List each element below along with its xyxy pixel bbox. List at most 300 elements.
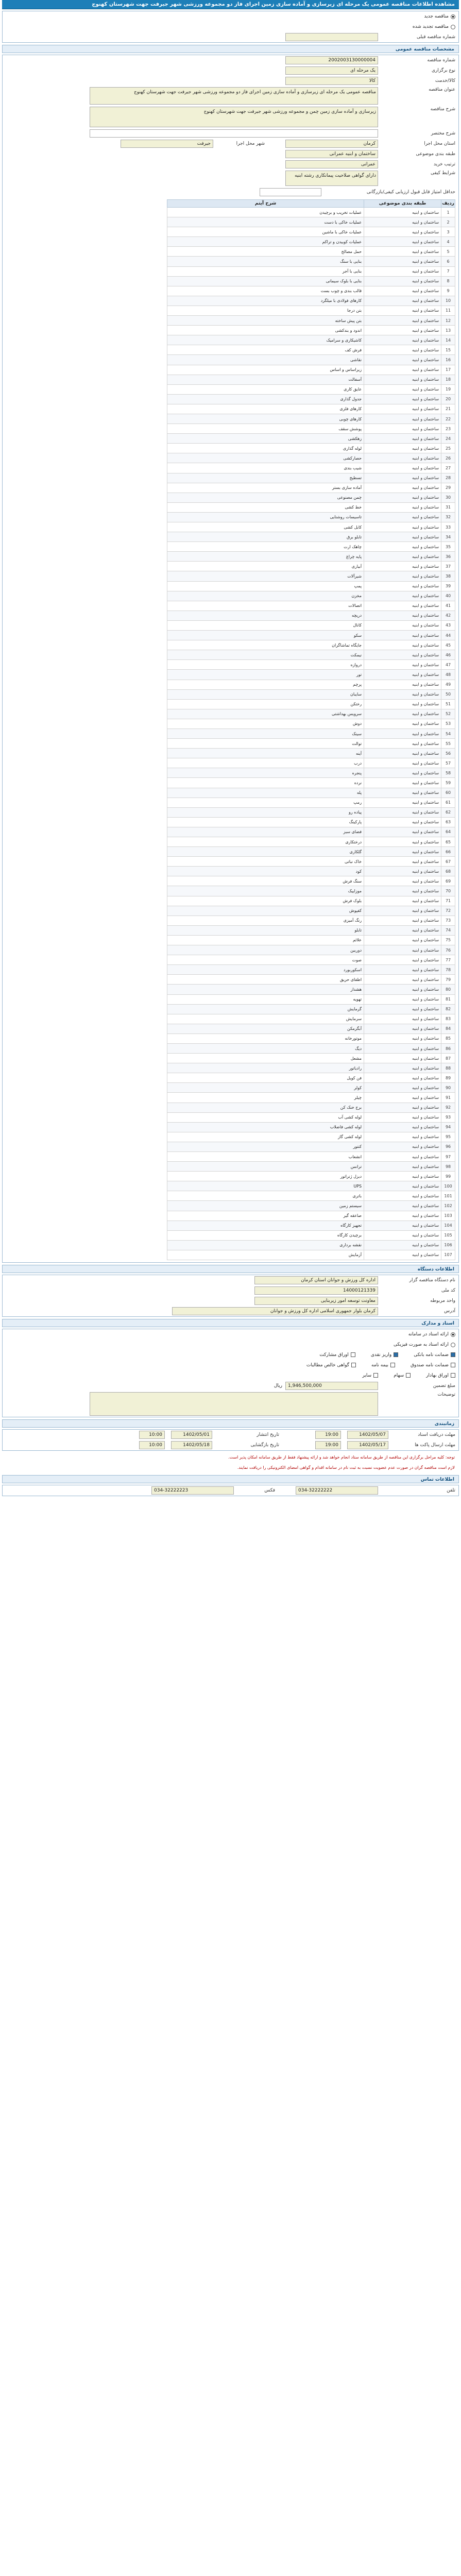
section-header-org: اطلاعات دستگاه — [2, 1265, 459, 1273]
row-category: ساختمان و ابنیه — [364, 867, 441, 876]
row-desc: دیزل ژنراتور — [167, 1172, 364, 1181]
row-desc: موزاییک — [167, 886, 364, 896]
row-desc: ترانس — [167, 1162, 364, 1172]
table-row — [167, 660, 455, 670]
table-row — [167, 335, 455, 345]
row-index: 10 — [441, 296, 455, 306]
row-index: 45 — [441, 640, 455, 650]
docs-deadline-time: 19:00 — [315, 1431, 341, 1439]
guarantee-amount-unit: ریال — [274, 1383, 282, 1389]
chk-net-claims[interactable] — [351, 1363, 356, 1367]
row-desc: نیمکت — [167, 650, 364, 660]
row-index: 16 — [441, 355, 455, 365]
row-category: ساختمان و ابنیه — [364, 847, 441, 857]
row-index: 71 — [441, 896, 455, 906]
row-desc: کاشیکاری و سرامیک — [167, 335, 364, 345]
purchase-type-label: ترتیب خرید — [433, 162, 455, 167]
table-row — [167, 1054, 455, 1063]
row-category: ساختمان و ابنیه — [364, 876, 441, 886]
row-desc: شیب بندی — [167, 463, 364, 473]
row-index: 20 — [441, 394, 455, 404]
row-index: 44 — [441, 631, 455, 640]
row-desc: تهویه — [167, 994, 364, 1004]
row-category: ساختمان و ابنیه — [364, 217, 441, 227]
row-desc: سرویس بهداشتی — [167, 709, 364, 719]
row-desc: هشدار — [167, 985, 364, 994]
row-desc: درختکاری — [167, 837, 364, 847]
table-row — [167, 1122, 455, 1132]
row-index: 32 — [441, 512, 455, 522]
docs-physical-radio[interactable] — [451, 1343, 455, 1347]
row-index: 88 — [441, 1063, 455, 1073]
amount-desc-label: توضیحات — [437, 1392, 455, 1398]
row-category: ساختمان و ابنیه — [364, 394, 441, 404]
row-category: ساختمان و ابنیه — [364, 788, 441, 798]
row-desc: بلوک فرش — [167, 896, 364, 906]
table-row — [167, 571, 455, 581]
row-desc: دروازه — [167, 660, 364, 670]
table-row — [167, 827, 455, 837]
row-index: 36 — [441, 552, 455, 562]
bid-deadline-date: 1402/05/17 — [347, 1441, 388, 1449]
row-desc: عملیات کوبیدن و تراکم — [167, 237, 364, 247]
row-category: ساختمان و ابنیه — [364, 522, 441, 532]
row-desc: عایق کاری — [167, 384, 364, 394]
row-desc: پیاده رو — [167, 807, 364, 817]
row-desc: موتورخانه — [167, 1033, 364, 1043]
row-desc: آینه — [167, 749, 364, 758]
row-index: 79 — [441, 975, 455, 985]
row-desc: لوله گذاری — [167, 444, 364, 453]
table-row — [167, 257, 455, 266]
row-desc: توالت — [167, 739, 364, 749]
row-index: 2 — [441, 217, 455, 227]
docs-online-radio[interactable] — [451, 1332, 455, 1337]
row-index: 62 — [441, 807, 455, 817]
items-table-header — [167, 200, 455, 208]
table-row — [167, 1172, 455, 1181]
table-row — [167, 355, 455, 365]
tender-desc-field: زیرسازی و آماده سازی زمین چمن و مجموعه ورزشی شهر جیرفت جهت شهرستان کهنوج — [90, 107, 378, 127]
table-row — [167, 749, 455, 758]
prev-tender-label: شماره مناقصه قبلی — [417, 35, 455, 40]
table-row — [167, 906, 455, 916]
row-desc: فضای سبز — [167, 827, 364, 837]
row-category: ساختمان و ابنیه — [364, 925, 441, 935]
new-tender-label: مناقصه جدید — [424, 14, 449, 19]
row-index: 99 — [441, 1172, 455, 1181]
row-category: ساختمان و ابنیه — [364, 1103, 441, 1112]
row-index: 5 — [441, 247, 455, 257]
row-index: 42 — [441, 611, 455, 620]
table-row — [167, 876, 455, 886]
row-desc: مشعل — [167, 1054, 364, 1063]
row-index: 46 — [441, 650, 455, 660]
table-row — [167, 1152, 455, 1162]
row-desc: آسفالت — [167, 375, 364, 384]
notice-2: لازم است مناقصه گران در صورت عدم عضویت نسبت به ثبت نام در سامانه اقدام و گواهی امضای الکترونیکی را دریافت نمایند. — [237, 1465, 455, 1470]
table-row — [167, 601, 455, 611]
row-index: 101 — [441, 1191, 455, 1201]
row-category: ساختمان و ابنیه — [364, 778, 441, 788]
chk-shares[interactable] — [406, 1373, 411, 1378]
row-index: 72 — [441, 906, 455, 916]
row-desc: بنایی با بلوک سیمانی — [167, 276, 364, 286]
new-tender-radio[interactable] — [451, 14, 455, 19]
row-category: ساختمان و ابنیه — [364, 453, 441, 463]
table-row — [167, 1240, 455, 1250]
row-category: ساختمان و ابنیه — [364, 375, 441, 384]
row-desc: شیرآلات — [167, 571, 364, 581]
row-category: ساختمان و ابنیه — [364, 935, 441, 945]
phone-label: تلفن — [447, 1488, 455, 1494]
row-category: ساختمان و ابنیه — [364, 296, 441, 306]
chk-cash-deposit[interactable] — [394, 1352, 398, 1357]
row-index: 28 — [441, 473, 455, 483]
table-row — [167, 1093, 455, 1103]
row-category: ساختمان و ابنیه — [364, 1230, 441, 1240]
row-index: 1 — [441, 208, 455, 217]
table-row — [167, 562, 455, 571]
holding-type-label: نوع برگزاری — [432, 68, 455, 73]
table-row — [167, 1191, 455, 1201]
row-category: ساختمان و ابنیه — [364, 1083, 441, 1093]
table-row — [167, 935, 455, 945]
table-row — [167, 1250, 455, 1260]
row-category: ساختمان و ابنیه — [364, 542, 441, 552]
row-category: ساختمان و ابنیه — [364, 945, 441, 955]
national-code-label: کد ملی — [441, 1288, 455, 1294]
chk-securities-label: اوراق بهادار — [426, 1373, 449, 1379]
row-desc: سنگ فرش — [167, 876, 364, 886]
row-category: ساختمان و ابنیه — [364, 355, 441, 365]
row-category: ساختمان و ابنیه — [364, 975, 441, 985]
table-row — [167, 1132, 455, 1142]
row-category: ساختمان و ابنیه — [364, 316, 441, 326]
row-category: ساختمان و ابنیه — [364, 1033, 441, 1043]
contact-panel — [2, 1485, 459, 1496]
row-index: 59 — [441, 778, 455, 788]
table-row — [167, 1142, 455, 1151]
chk-shares-label: سهام — [394, 1373, 404, 1379]
section-header-info: مشخصات مناقصه عمومی — [2, 45, 459, 53]
chk-bank-guarantee[interactable] — [451, 1352, 455, 1357]
row-index: 96 — [441, 1142, 455, 1151]
row-desc: بنایی با سنگ — [167, 257, 364, 266]
row-desc: رختکن — [167, 699, 364, 709]
row-category: ساختمان و ابنیه — [364, 473, 441, 483]
table-row — [167, 1201, 455, 1211]
row-category: ساختمان و ابنیه — [364, 1162, 441, 1172]
col-category: طبقه بندی موضوعی — [364, 200, 441, 208]
row-index: 49 — [441, 680, 455, 689]
row-category: ساختمان و ابنیه — [364, 1063, 441, 1073]
table-row — [167, 296, 455, 306]
row-index: 6 — [441, 257, 455, 266]
row-category: ساختمان و ابنیه — [364, 719, 441, 728]
table-row — [167, 1043, 455, 1053]
row-category: ساختمان و ابنیه — [364, 1043, 441, 1053]
table-row — [167, 394, 455, 404]
renewed-tender-radio[interactable] — [451, 25, 455, 29]
row-index: 21 — [441, 404, 455, 414]
row-index: 85 — [441, 1033, 455, 1043]
phone-field: 034-32222222 — [296, 1486, 378, 1495]
row-desc: اسکوربورد — [167, 965, 364, 975]
table-row — [167, 306, 455, 315]
col-desc: شرح آیتم — [167, 200, 364, 208]
row-desc: تابلو برق — [167, 532, 364, 542]
table-row — [167, 955, 455, 965]
row-desc: فرش کف — [167, 345, 364, 355]
table-row — [167, 1073, 455, 1083]
row-index: 47 — [441, 660, 455, 670]
row-desc: پمپ — [167, 581, 364, 591]
chk-net-claims-label: گواهی خالص مطالبات — [306, 1363, 350, 1368]
category-field: ساختمان و ابنیه عمرانی — [285, 150, 378, 158]
row-desc: پرچم — [167, 680, 364, 689]
row-index: 54 — [441, 728, 455, 738]
row-desc: سیستم زمین — [167, 1201, 364, 1211]
row-desc: باتری — [167, 1191, 364, 1201]
chk-securities[interactable] — [451, 1373, 455, 1378]
row-desc: کنتور — [167, 1142, 364, 1151]
org-name-label: نام دستگاه مناقصه گزار — [409, 1278, 455, 1283]
table-row — [167, 778, 455, 788]
row-category: ساختمان و ابنیه — [364, 266, 441, 276]
row-category: ساختمان و ابنیه — [364, 1112, 441, 1122]
docs-deadline-date: 1402/05/07 — [347, 1431, 388, 1439]
row-category: ساختمان و ابنیه — [364, 837, 441, 847]
row-desc: سکو — [167, 631, 364, 640]
row-index: 12 — [441, 316, 455, 326]
row-index: 80 — [441, 985, 455, 994]
table-row — [167, 640, 455, 650]
row-category: ساختمان و ابنیه — [364, 768, 441, 778]
row-desc: صاعقه گیر — [167, 1211, 364, 1221]
min-score-field — [260, 188, 321, 196]
table-row — [167, 739, 455, 749]
table-row — [167, 965, 455, 975]
table-row — [167, 1014, 455, 1024]
row-desc: پنجره — [167, 768, 364, 778]
row-category: ساختمان و ابنیه — [364, 739, 441, 749]
row-category: ساختمان و ابنیه — [364, 611, 441, 620]
row-index: 57 — [441, 758, 455, 768]
chk-other-label: سایر — [362, 1373, 372, 1379]
row-category: ساختمان و ابنیه — [364, 1181, 441, 1191]
row-category: ساختمان و ابنیه — [364, 709, 441, 719]
row-desc: سینک — [167, 728, 364, 738]
row-category: ساختمان و ابنیه — [364, 699, 441, 709]
table-row — [167, 266, 455, 276]
row-index: 26 — [441, 453, 455, 463]
row-desc: دیگ — [167, 1043, 364, 1053]
row-category: ساختمان و ابنیه — [364, 532, 441, 542]
row-category: ساختمان و ابنیه — [364, 237, 441, 247]
row-desc: چیلر — [167, 1093, 364, 1103]
table-row — [167, 542, 455, 552]
table-row — [167, 985, 455, 994]
row-index: 73 — [441, 916, 455, 925]
row-index: 61 — [441, 798, 455, 807]
section-header-dates: زمانبندی — [2, 1419, 459, 1428]
row-index: 98 — [441, 1162, 455, 1172]
row-desc: کود — [167, 867, 364, 876]
table-row — [167, 689, 455, 699]
chk-bonds[interactable] — [351, 1352, 355, 1357]
table-row — [167, 581, 455, 591]
row-desc: درب — [167, 758, 364, 768]
row-index: 8 — [441, 276, 455, 286]
row-desc: علائم — [167, 935, 364, 945]
row-desc: آماده سازی بستر — [167, 483, 364, 493]
table-row — [167, 1181, 455, 1191]
row-desc: برچیدن کارگاه — [167, 1230, 364, 1240]
row-desc: پله — [167, 788, 364, 798]
row-desc: تسطیح — [167, 473, 364, 483]
row-desc: مخزن — [167, 591, 364, 601]
row-category: ساختمان و ابنیه — [364, 1240, 441, 1250]
table-row — [167, 817, 455, 827]
row-desc: گرمایش — [167, 1004, 364, 1014]
table-row — [167, 1221, 455, 1230]
row-category: ساختمان و ابنیه — [364, 1122, 441, 1132]
row-desc: عملیات خاکی با ماشین — [167, 227, 364, 237]
row-category: ساختمان و ابنیه — [364, 1073, 441, 1083]
row-category: ساختمان و ابنیه — [364, 434, 441, 444]
chk-insurance[interactable] — [390, 1363, 395, 1367]
row-index: 67 — [441, 857, 455, 867]
table-row — [167, 316, 455, 326]
table-row — [167, 1112, 455, 1122]
row-category: ساختمان و ابنیه — [364, 886, 441, 896]
opening-time: 10:00 — [139, 1441, 165, 1449]
row-category: ساختمان و ابنیه — [364, 955, 441, 965]
fax-field: 034-32222223 — [151, 1486, 234, 1495]
chk-fund-guarantee[interactable] — [451, 1363, 455, 1367]
row-category: ساختمان و ابنیه — [364, 670, 441, 680]
row-index: 106 — [441, 1240, 455, 1250]
row-desc: UPS — [167, 1181, 364, 1191]
row-index: 29 — [441, 483, 455, 493]
row-category: ساختمان و ابنیه — [364, 680, 441, 689]
publish-time: 10:00 — [139, 1431, 165, 1439]
row-category: ساختمان و ابنیه — [364, 591, 441, 601]
address-label: آدرس — [444, 1309, 455, 1314]
org-name-field: اداره کل ورزش و جوانان استان کرمان — [254, 1276, 378, 1284]
row-category: ساختمان و ابنیه — [364, 640, 441, 650]
row-category: ساختمان و ابنیه — [364, 493, 441, 502]
row-category: ساختمان و ابنیه — [364, 896, 441, 906]
table-row — [167, 404, 455, 414]
row-desc: پوشش سقف — [167, 424, 364, 434]
row-index: 65 — [441, 837, 455, 847]
row-category: ساختمان و ابنیه — [364, 414, 441, 423]
table-row — [167, 699, 455, 709]
row-desc: زهکشی — [167, 434, 364, 444]
row-index: 69 — [441, 876, 455, 886]
table-row — [167, 365, 455, 375]
goods-service-label: کالا/خدمت — [435, 78, 455, 83]
row-desc: آبگرمکن — [167, 1024, 364, 1033]
tender-desc-label: شرح مناقصه — [430, 107, 455, 112]
table-row — [167, 444, 455, 453]
row-index: 51 — [441, 699, 455, 709]
row-desc: بتن پیش ساخته — [167, 316, 364, 326]
guarantee-amount-label: مبلغ تضمین — [433, 1383, 455, 1389]
row-category: ساختمان و ابنیه — [364, 660, 441, 670]
row-desc: آزمایش — [167, 1250, 364, 1260]
row-category: ساختمان و ابنیه — [364, 208, 441, 217]
table-row — [167, 867, 455, 876]
table-row — [167, 493, 455, 502]
row-index: 89 — [441, 1073, 455, 1083]
category-label: طبقه بندی موضوعی — [416, 151, 455, 157]
row-desc: عملیات تخریب و برچیدن — [167, 208, 364, 217]
row-desc: کابل کشی — [167, 522, 364, 532]
row-index: 94 — [441, 1122, 455, 1132]
row-category: ساختمان و ابنیه — [364, 1172, 441, 1181]
row-index: 13 — [441, 326, 455, 335]
tender-title-label: عنوان مناقصه — [429, 87, 455, 92]
row-desc: رادیاتور — [167, 1063, 364, 1073]
table-row — [167, 384, 455, 394]
row-category: ساختمان و ابنیه — [364, 444, 441, 453]
row-category: ساختمان و ابنیه — [364, 1054, 441, 1063]
row-desc: اطفای حریق — [167, 975, 364, 985]
table-row — [167, 1024, 455, 1033]
table-row — [167, 719, 455, 728]
table-row — [167, 217, 455, 227]
row-desc: کفپوش — [167, 906, 364, 916]
table-row — [167, 807, 455, 817]
prev-tender-field[interactable] — [285, 33, 378, 41]
chk-other[interactable] — [373, 1373, 378, 1378]
row-category: ساختمان و ابنیه — [364, 631, 441, 640]
row-desc: سرمایش — [167, 1014, 364, 1024]
row-desc: دوربین — [167, 945, 364, 955]
row-index: 78 — [441, 965, 455, 975]
row-desc: نقاشی — [167, 355, 364, 365]
table-row — [167, 237, 455, 247]
row-desc: آبیاری — [167, 562, 364, 571]
row-category: ساختمان و ابنیه — [364, 257, 441, 266]
table-row — [167, 925, 455, 935]
row-category: ساختمان و ابنیه — [364, 1201, 441, 1211]
row-desc: جایگاه تماشاگران — [167, 640, 364, 650]
notice-1: توجه: کلیه مراحل برگزاری این مناقصه از طریق سامانه ستاد انجام خواهد شد و ارائه پیشنهاد فقط از طریق سامانه امکان پذیر است. — [228, 1455, 455, 1460]
table-row — [167, 798, 455, 807]
row-desc: زیراساس و اساس — [167, 365, 364, 375]
row-desc: نرده — [167, 778, 364, 788]
row-desc: دوش — [167, 719, 364, 728]
row-category: ساختمان و ابنیه — [364, 601, 441, 611]
tender-title-field: مناقصه عمومی یک مرحله ای زیرسازی و آماده سازی زمین اجرای فاز دو مجموعه ورزشی شهر جیرفت جهت شهرستان کهنوج — [90, 87, 378, 105]
row-index: 55 — [441, 739, 455, 749]
row-category: ساختمان و ابنیه — [364, 798, 441, 807]
row-index: 7 — [441, 266, 455, 276]
row-category: ساختمان و ابنیه — [364, 827, 441, 837]
table-row — [167, 375, 455, 384]
row-index: 43 — [441, 620, 455, 630]
row-desc: بنایی با آجر — [167, 266, 364, 276]
row-category: ساختمان و ابنیه — [364, 306, 441, 315]
row-desc: فن کویل — [167, 1073, 364, 1083]
row-index: 84 — [441, 1024, 455, 1033]
row-category: ساختمان و ابنیه — [364, 758, 441, 768]
chk-bank-guarantee-label: ضمانت نامه بانکی — [414, 1352, 449, 1358]
